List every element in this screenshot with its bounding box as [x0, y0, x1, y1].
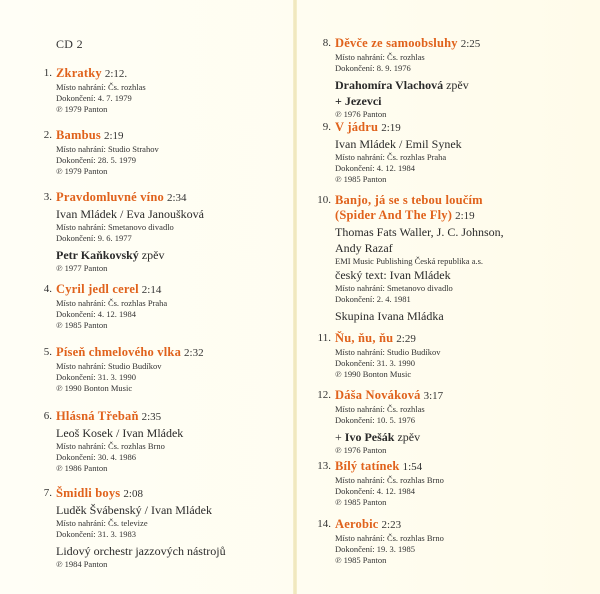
recording-place: Místo nahrání: Čs. rozhlas	[56, 82, 146, 92]
track-duration: 2:32	[184, 347, 204, 359]
track-authors: Thomas Fats Waller, J. C. Johnson,	[335, 225, 504, 239]
track-duration: 2:34	[166, 192, 187, 204]
track-duration: 2:14	[141, 284, 162, 296]
track-number: 10.	[317, 194, 331, 206]
track-duration: 2:12.	[104, 68, 128, 80]
publisher: ℗ 1985 Panton	[335, 497, 387, 507]
track-authors: Luděk Švábenský / Ivan Mládek	[56, 503, 212, 517]
completion-date: Dokončení: 31. 3. 1990	[56, 372, 137, 382]
completion-date: Dokončení: 8. 9. 1976	[335, 63, 411, 73]
track-duration: 2:35	[141, 411, 162, 423]
vocal-label: zpěv	[443, 78, 469, 92]
vocal-prefix: +	[335, 430, 345, 444]
vocalist-name: Ivo Pešák	[344, 430, 395, 444]
track-title: Aerobic	[335, 517, 379, 531]
recording-place: Místo nahrání: Čs. rozhlas	[335, 52, 425, 62]
vocalist-name: Petr Kaňkovský	[56, 248, 139, 262]
track-title: Hlásná Třebaň	[56, 409, 139, 423]
track-number: 9.	[322, 121, 331, 133]
recording-place: Místo nahrání: Smetanovo divadlo	[56, 222, 174, 232]
vocalist-name: Drahomíra Vlachová	[335, 78, 444, 92]
recording-place: Místo nahrání: Studio Budíkov	[56, 361, 162, 371]
track-number: 14.	[317, 518, 331, 530]
recording-place: Místo nahrání: Studio Budíkov	[335, 347, 441, 357]
track-title: Píseň chmelového vlka	[56, 345, 182, 359]
publisher: ℗ 1986 Panton	[56, 463, 108, 473]
completion-date: Dokončení: 28. 5. 1979	[56, 155, 137, 165]
track-authors-2: Andy Razaf	[335, 241, 393, 255]
publisher: ℗ 1976 Panton	[335, 445, 387, 455]
track-duration: 2:23	[381, 519, 402, 531]
completion-date: Dokončení: 4. 12. 1984	[335, 163, 416, 173]
track-title: Dáša Nováková	[335, 388, 421, 402]
completion-date: Dokončení: 30. 4. 1986	[56, 452, 137, 462]
completion-date: Dokončení: 31. 3. 1990	[335, 358, 416, 368]
recording-place: Místo nahrání: Čs. rozhlas Brno	[335, 475, 444, 485]
track-title: Ňu, ňu, ňu	[335, 331, 394, 345]
backing-group: + Jezevci	[335, 94, 382, 108]
completion-date: Dokončení: 4. 12. 1984	[335, 486, 416, 496]
performer: Lidový orchestr jazzových nástrojů	[56, 544, 226, 558]
track-title: Šmidli boys	[56, 486, 121, 500]
completion-date: Dokončení: 2. 4. 1981	[335, 294, 411, 304]
track-number: 11.	[317, 332, 331, 344]
track-number: 6.	[43, 410, 52, 422]
track-authors: Ivan Mládek / Emil Synek	[335, 137, 462, 151]
completion-date: Dokončení: 10. 5. 1976	[335, 415, 416, 425]
recording-place: Místo nahrání: Čs. rozhlas Praha	[335, 152, 447, 162]
track-number: 2.	[43, 129, 52, 141]
track-number: 3.	[43, 191, 52, 203]
music-publisher: EMI Music Publishing Česká republika a.s.	[335, 256, 484, 266]
recording-place: Místo nahrání: Čs. rozhlas Brno	[335, 533, 444, 543]
fold-divider	[293, 0, 297, 594]
track-duration: 2:25	[460, 38, 481, 50]
track-title: Bambus	[56, 128, 101, 142]
track-title: V jádru	[335, 120, 379, 134]
recording-place: Místo nahrání: Studio Strahov	[56, 144, 159, 154]
track-number: 8.	[322, 37, 331, 49]
track-number: 7.	[43, 487, 52, 499]
track-authors: Ivan Mládek / Eva Janoušková	[56, 207, 204, 221]
track-duration: 2:19	[103, 130, 124, 142]
completion-date: Dokončení: 4. 7. 1979	[56, 93, 132, 103]
track-number: 13.	[317, 460, 331, 472]
recording-place: Místo nahrání: Smetanovo divadlo	[335, 283, 453, 293]
vocal-label: zpěv	[138, 248, 165, 262]
publisher: ℗ 1990 Bonton Music	[335, 369, 412, 379]
track-subtitle: (Spider And The Fly)	[335, 208, 453, 222]
track-title: Děvče ze samoobsluhy	[335, 36, 458, 50]
track-title: Pravdomluvné víno	[56, 190, 164, 204]
track-duration: 2:08	[123, 488, 143, 500]
recording-place: Místo nahrání: Čs. rozhlas Praha	[56, 298, 168, 308]
track-duration: 2:19	[455, 210, 475, 222]
track-duration: 2:19	[381, 122, 401, 134]
performer: Skupina Ivana Mládka	[335, 309, 444, 323]
lyrics-credit: český text: Ivan Mládek	[335, 268, 451, 282]
completion-date: Dokončení: 19. 3. 1985	[335, 544, 416, 554]
publisher: ℗ 1979 Panton	[56, 166, 108, 176]
publisher: ℗ 1985 Panton	[335, 174, 387, 184]
track-duration: 3:17	[423, 390, 444, 402]
cd-label: CD 2	[56, 37, 83, 51]
track-number: 5.	[43, 346, 52, 358]
track-number: 1.	[43, 67, 52, 79]
track-title: Zkratky	[56, 66, 102, 80]
publisher: ℗ 1984 Panton	[56, 559, 108, 569]
completion-date: Dokončení: 4. 12. 1984	[56, 309, 137, 319]
vocal-label: zpěv	[394, 430, 421, 444]
track-duration: 1:54	[402, 461, 423, 473]
recording-place: Místo nahrání: Čs. televize	[56, 518, 148, 528]
completion-date: Dokončení: 31. 3. 1983	[56, 529, 137, 539]
publisher: ℗ 1979 Panton	[56, 104, 108, 114]
track-title: Cyril jedl cerel	[56, 282, 139, 296]
publisher: ℗ 1990 Bonton Music	[56, 383, 133, 393]
publisher: ℗ 1985 Panton	[56, 320, 108, 330]
recording-place: Místo nahrání: Čs. rozhlas Brno	[56, 441, 165, 451]
track-authors: Leoš Kosek / Ivan Mládek	[56, 426, 184, 440]
track-number: 4.	[43, 283, 52, 295]
recording-place: Místo nahrání: Čs. rozhlas	[335, 404, 425, 414]
completion-date: Dokončení: 9. 6. 1977	[56, 233, 132, 243]
publisher: ℗ 1976 Panton	[335, 109, 387, 119]
track-title: Banjo, já se s tebou loučím	[335, 193, 483, 207]
publisher: ℗ 1977 Panton	[56, 263, 108, 273]
track-number: 12.	[317, 389, 331, 401]
track-title: Bílý tatínek	[335, 459, 400, 473]
publisher: ℗ 1985 Panton	[335, 555, 387, 565]
track-duration: 2:29	[396, 333, 416, 345]
